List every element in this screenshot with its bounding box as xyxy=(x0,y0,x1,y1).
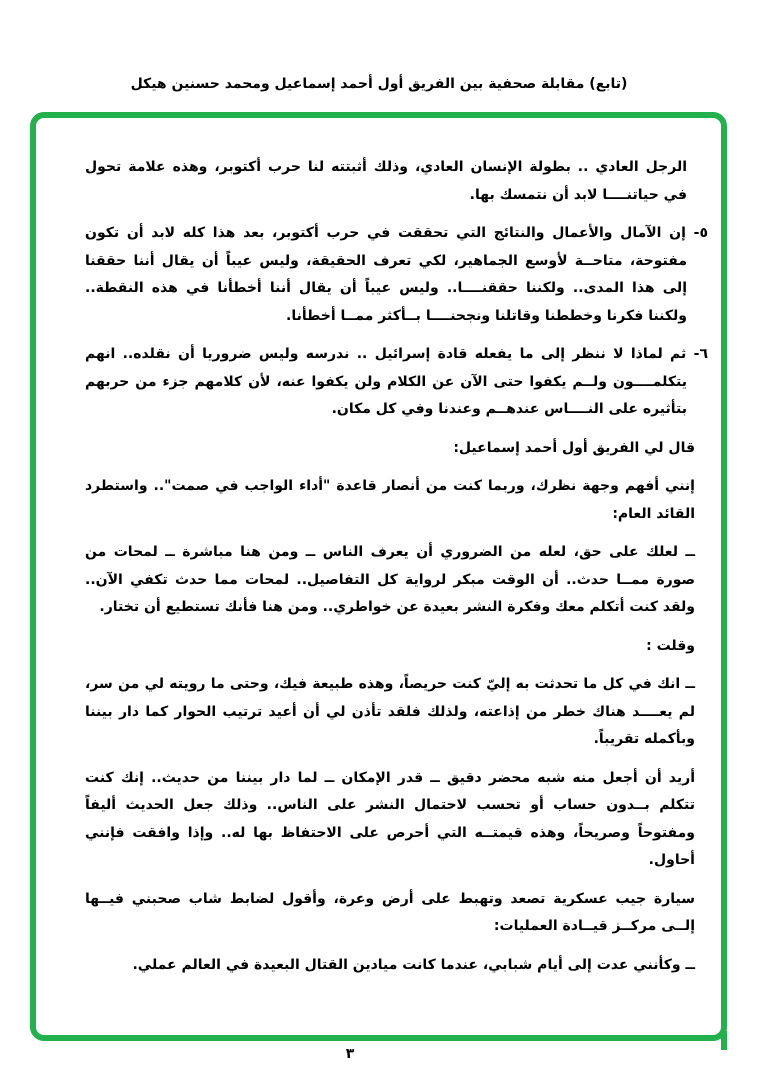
paragraph-quote-intro: إنني أفهم وجهة نظرك، وربما كنت من أنصار قاعدة "أداء الواجب في صمت".. واستطرد القائد العام: xyxy=(85,478,695,522)
frame-corner-overshoot xyxy=(721,1031,727,1050)
page-header-title: (تابع) مقابلة صحفية بين الفريق أول أحمد إسماعيل ومحمد حسنين هيكل xyxy=(130,76,628,92)
paragraph-transcript-intent: أريد أن أجعل منه شبه محضر دقيق ــ قدر الإمكان ــ لما دار بيننا من حديث.. إنك كنت تتكلم بــدون حساب أو تحسب لاحتمال النشر على الناس.. وذلك جعل الحديث أليفاً ومفتوحاً وصريحاً، وهذه قيمتــه التي أحرص على الاحتفاظ بها له.. وإذا وافقت فإنني أحاول. xyxy=(85,769,695,868)
item-number-5: ٥- xyxy=(693,225,708,241)
item-text-6: ثم لماذا لا ننظر إلى ما يفعله قادة إسرائيل .. ندرسه وليس ضروريا أن نقلده.. انهم يتكلمــــون ولــم يكفوا حتى الآن عن الكلام ولن يكفوا عنه، لأن كلامهم جزء من حربهم بتأثيره على النــــاس عندهــم وعندنا وفي كل مكان. xyxy=(85,346,687,417)
item-number-6: ٦- xyxy=(693,346,708,362)
dialogue-paragraph-2: ــ انك في كل ما تحدثت به إليّ كنت حريصاً، وهذه طبيعة فيك، وحتى ما رويته لي من سر، لم يعــــد هناك خطر من إذاعته، ولذلك فلقد تأذن لي أن أعيد ترتيب الحوار كما دار بيننا وبأكمله تقريباً. xyxy=(85,676,695,747)
numbered-item-5 xyxy=(85,220,708,330)
dialogue-paragraph-3: ــ وكأنني عدت إلى أيام شبابي، عندما كانت ميادين القتال البعيدة في العالم عملي. xyxy=(132,956,695,973)
body-text-block xyxy=(85,154,708,990)
page-number: ٣ xyxy=(345,1046,355,1062)
paragraph-continuation: الرجل العادي .. بطولة الإنسان العادي، وذلك أثبتته لنا حرب أكتوبر، وهذه علامة تحول في حياتنــــا لابد أن نتمسك بها. xyxy=(85,159,687,203)
paragraph-jeep-scene: سيارة جيب عسكرية تصعد وتهبط على أرض وعرة، وأقول لضابط شاب صحبني فيــها إلــى مركــز قيــادة العمليات: xyxy=(85,890,695,934)
paragraph-and-i-said: وقلت : xyxy=(646,637,695,654)
dialogue-paragraph-1: ــ لعلك على حق، لعله من الضروري أن يعرف الناس ــ ومن هنا مباشرة ــ لمحات من صورة ممــا حدث.. أن الوقت مبكر لرواية كل التفاصيل.. لمحات مما حدث تكفي الآن.. ولقد كنت أتكلم معك وفكرة النشر بعيدة عن خواطري.. ومن هنا فأنك تستطيع أن تختار. xyxy=(85,544,695,615)
numbered-item-6 xyxy=(85,341,708,424)
item-text-5: إن الآمال والأعمال والنتائج التي تحققت في حرب أكتوبر، بعد هذا كله لابد أن تكون مفتوحة، متاحــة لأوسع الجماهير، لكي تعرف الحقيقة، وليس عيباً أن يقال أننا حققنا إلى هذا المدى.. ولكننا حققنــــا.. وليس عيباً أن يقال أننا أخطأنا في هذه النقطة.. ولكننا فكرنا وخططنا وقاتلنا ونجحنــــا بــأكثر ممــا أخطأنا. xyxy=(85,225,687,324)
paragraph-speaker-intro: قال لي الفريق أول أحمد إسماعيل: xyxy=(453,439,695,456)
